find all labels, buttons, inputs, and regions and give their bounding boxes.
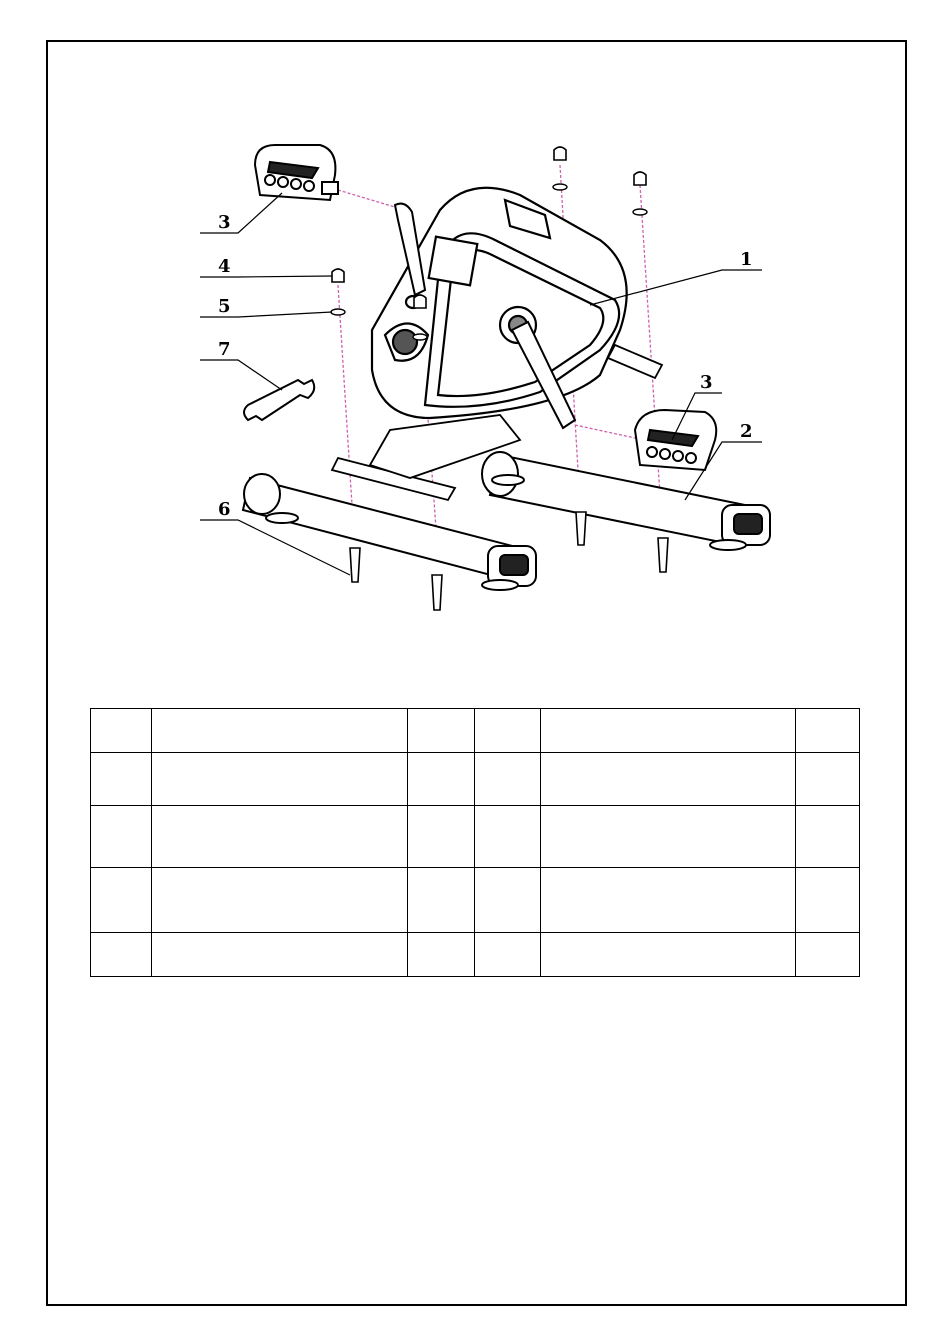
- table-cell: [541, 933, 796, 977]
- table-cell: [152, 753, 408, 806]
- table-cell: [152, 709, 408, 753]
- left-pedal: [255, 145, 338, 200]
- table-cell: [91, 806, 152, 868]
- table-cell: [408, 933, 475, 977]
- table-cell: [408, 806, 475, 868]
- table-cell: [152, 806, 408, 868]
- table-cell: [541, 753, 796, 806]
- callout-5: 5: [218, 296, 231, 317]
- table-cell: [152, 933, 408, 977]
- callout-7: 7: [218, 339, 231, 360]
- table-cell: [796, 933, 860, 977]
- table-cell: [475, 868, 541, 933]
- callout-3-left: 3: [218, 212, 231, 233]
- table-cell: [91, 868, 152, 933]
- table-cell: [408, 868, 475, 933]
- table-cell: [475, 709, 541, 753]
- table-cell: [541, 806, 796, 868]
- table-cell: [796, 868, 860, 933]
- callout-2: 2: [740, 421, 753, 442]
- table-row: [91, 753, 860, 806]
- table-cell: [796, 806, 860, 868]
- table-cell: [541, 868, 796, 933]
- table-cell: [91, 933, 152, 977]
- table-cell: [152, 868, 408, 933]
- table-cell: [408, 709, 475, 753]
- table-cell: [796, 753, 860, 806]
- table-cell: [796, 709, 860, 753]
- callout-3-right: 3: [700, 372, 713, 393]
- table-row: [91, 933, 860, 977]
- parts-list-table: [90, 708, 860, 977]
- callout-1: 1: [740, 249, 753, 270]
- table-row: [91, 709, 860, 753]
- table-cell: [91, 709, 152, 753]
- rear-stabilizer: [482, 452, 770, 550]
- table-cell: [475, 933, 541, 977]
- table-cell: [475, 753, 541, 806]
- table-row: [91, 868, 860, 933]
- callout-4: 4: [218, 256, 231, 277]
- wrench: [244, 380, 314, 420]
- table-cell: [91, 753, 152, 806]
- table-cell: [541, 709, 796, 753]
- table-cell: [475, 806, 541, 868]
- table-row: [91, 806, 860, 868]
- callout-6: 6: [218, 499, 231, 520]
- right-pedal: [635, 410, 716, 470]
- table-cell: [408, 753, 475, 806]
